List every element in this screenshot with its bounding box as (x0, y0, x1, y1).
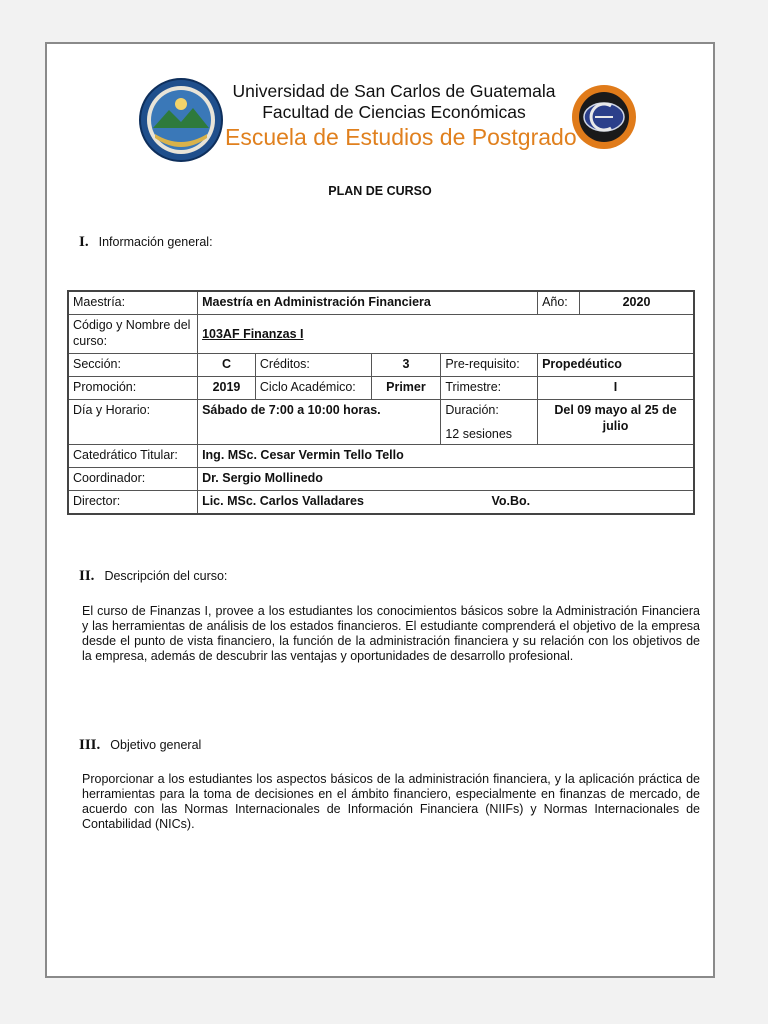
prereq-label: Pre-requisito: (441, 354, 538, 377)
prereq-value: Propedéutico (538, 354, 694, 377)
section-3-number: III. (79, 737, 101, 753)
maestria-value: Maestría en Administración Financiera (198, 291, 538, 315)
university-name: Universidad de San Carlos de Guatemala (232, 81, 556, 101)
course-info-table (67, 290, 695, 515)
trimestre-label: Trimestre: (441, 377, 538, 400)
dia-label: Día y Horario: (68, 400, 198, 445)
codigo-cell (198, 315, 694, 354)
section-1-heading (79, 234, 213, 251)
document-page (45, 42, 715, 978)
coordinador-label: Coordinador: (68, 468, 198, 491)
catedratico-value: Ing. MSc. Cesar Vermin Tello Tello (198, 445, 694, 468)
seccion-value: C (198, 354, 256, 377)
table-row (68, 468, 694, 491)
section-3-heading (79, 737, 201, 754)
section-3-title: Objetivo general (110, 738, 202, 752)
promocion-value: 2019 (198, 377, 256, 400)
table-row (68, 291, 694, 315)
duracion-value: Del 09 mayo al 25 de julio (538, 400, 694, 445)
duracion-label: Duración: (445, 403, 499, 417)
promocion-label: Promoción: (68, 377, 198, 400)
table-row (68, 315, 694, 354)
section-1-number: I. (79, 234, 89, 250)
duracion-cell (441, 400, 538, 445)
ciclo-value: Primer (371, 377, 441, 400)
seccion-label: Sección: (68, 354, 198, 377)
coordinador-value: Dr. Sergio Mollinedo (198, 468, 694, 491)
section-2-title: Descripción del curso: (104, 569, 228, 583)
creditos-value: 3 (371, 354, 441, 377)
section-1-title: Información general: (98, 235, 213, 249)
creditos-label: Créditos: (255, 354, 371, 377)
table-row (68, 400, 694, 445)
document-title: PLAN DE CURSO (328, 184, 432, 198)
maestria-label: Maestría: (68, 291, 198, 315)
section-2-number: II. (79, 568, 95, 584)
ciclo-label: Ciclo Académico: (255, 377, 371, 400)
institution-header (219, 80, 577, 151)
trimestre-value: I (538, 377, 694, 400)
table-row (68, 445, 694, 468)
catedratico-label: Catedrático Titular: (68, 445, 198, 468)
postgrado-seal-icon (571, 84, 637, 150)
director-value: Lic. MSc. Carlos Valladares (202, 494, 364, 508)
director-cell (198, 491, 694, 515)
duracion-sesiones: 12 sesiones (445, 427, 513, 441)
dia-value: Sábado de 7:00 a 10:00 horas. (198, 400, 441, 445)
school-name: Escuela de Estudios de Postgrado (225, 124, 577, 150)
vobo-label: Vo.Bo. (491, 494, 531, 508)
table-row (68, 377, 694, 400)
table-row (68, 354, 694, 377)
director-label: Director: (68, 491, 198, 515)
section-3-text: Proporcionar a los estudiantes los aspectos básicos de la administración financiera, y la aplicación práctica de herramientas para la toma de decisiones en el ámbito financiero, especialmente en finanzas de mercado, de acuerdo con las Normas Internacionales de Información Financiera (NIIFs) y Normas Internacionales de Contabilidad (NICs). (82, 772, 700, 831)
faculty-name: Facultad de Ciencias Económicas (262, 102, 526, 122)
section-2-heading (79, 568, 227, 585)
codigo-value: 103AF Finanzas I (202, 327, 304, 341)
table-row (68, 491, 694, 515)
anio-value: 2020 (580, 291, 695, 315)
section-2-text: El curso de Finanzas I, provee a los estudiantes los conocimientos básicos sobre la Administración Financiera y las herramientas de análisis de los estados financieros. El estudiante comprenderá el objetivo de la empresa desde el punto de vista financiero, la función de la administración financiera y su relación con los objetivos de la empresa, además de descubrir las ventajas y oportunidades de desarrollo profesional. (82, 604, 700, 663)
usac-seal-icon (139, 78, 223, 162)
codigo-label: Código y Nombre del curso: (68, 315, 198, 354)
anio-label: Año: (538, 291, 580, 315)
